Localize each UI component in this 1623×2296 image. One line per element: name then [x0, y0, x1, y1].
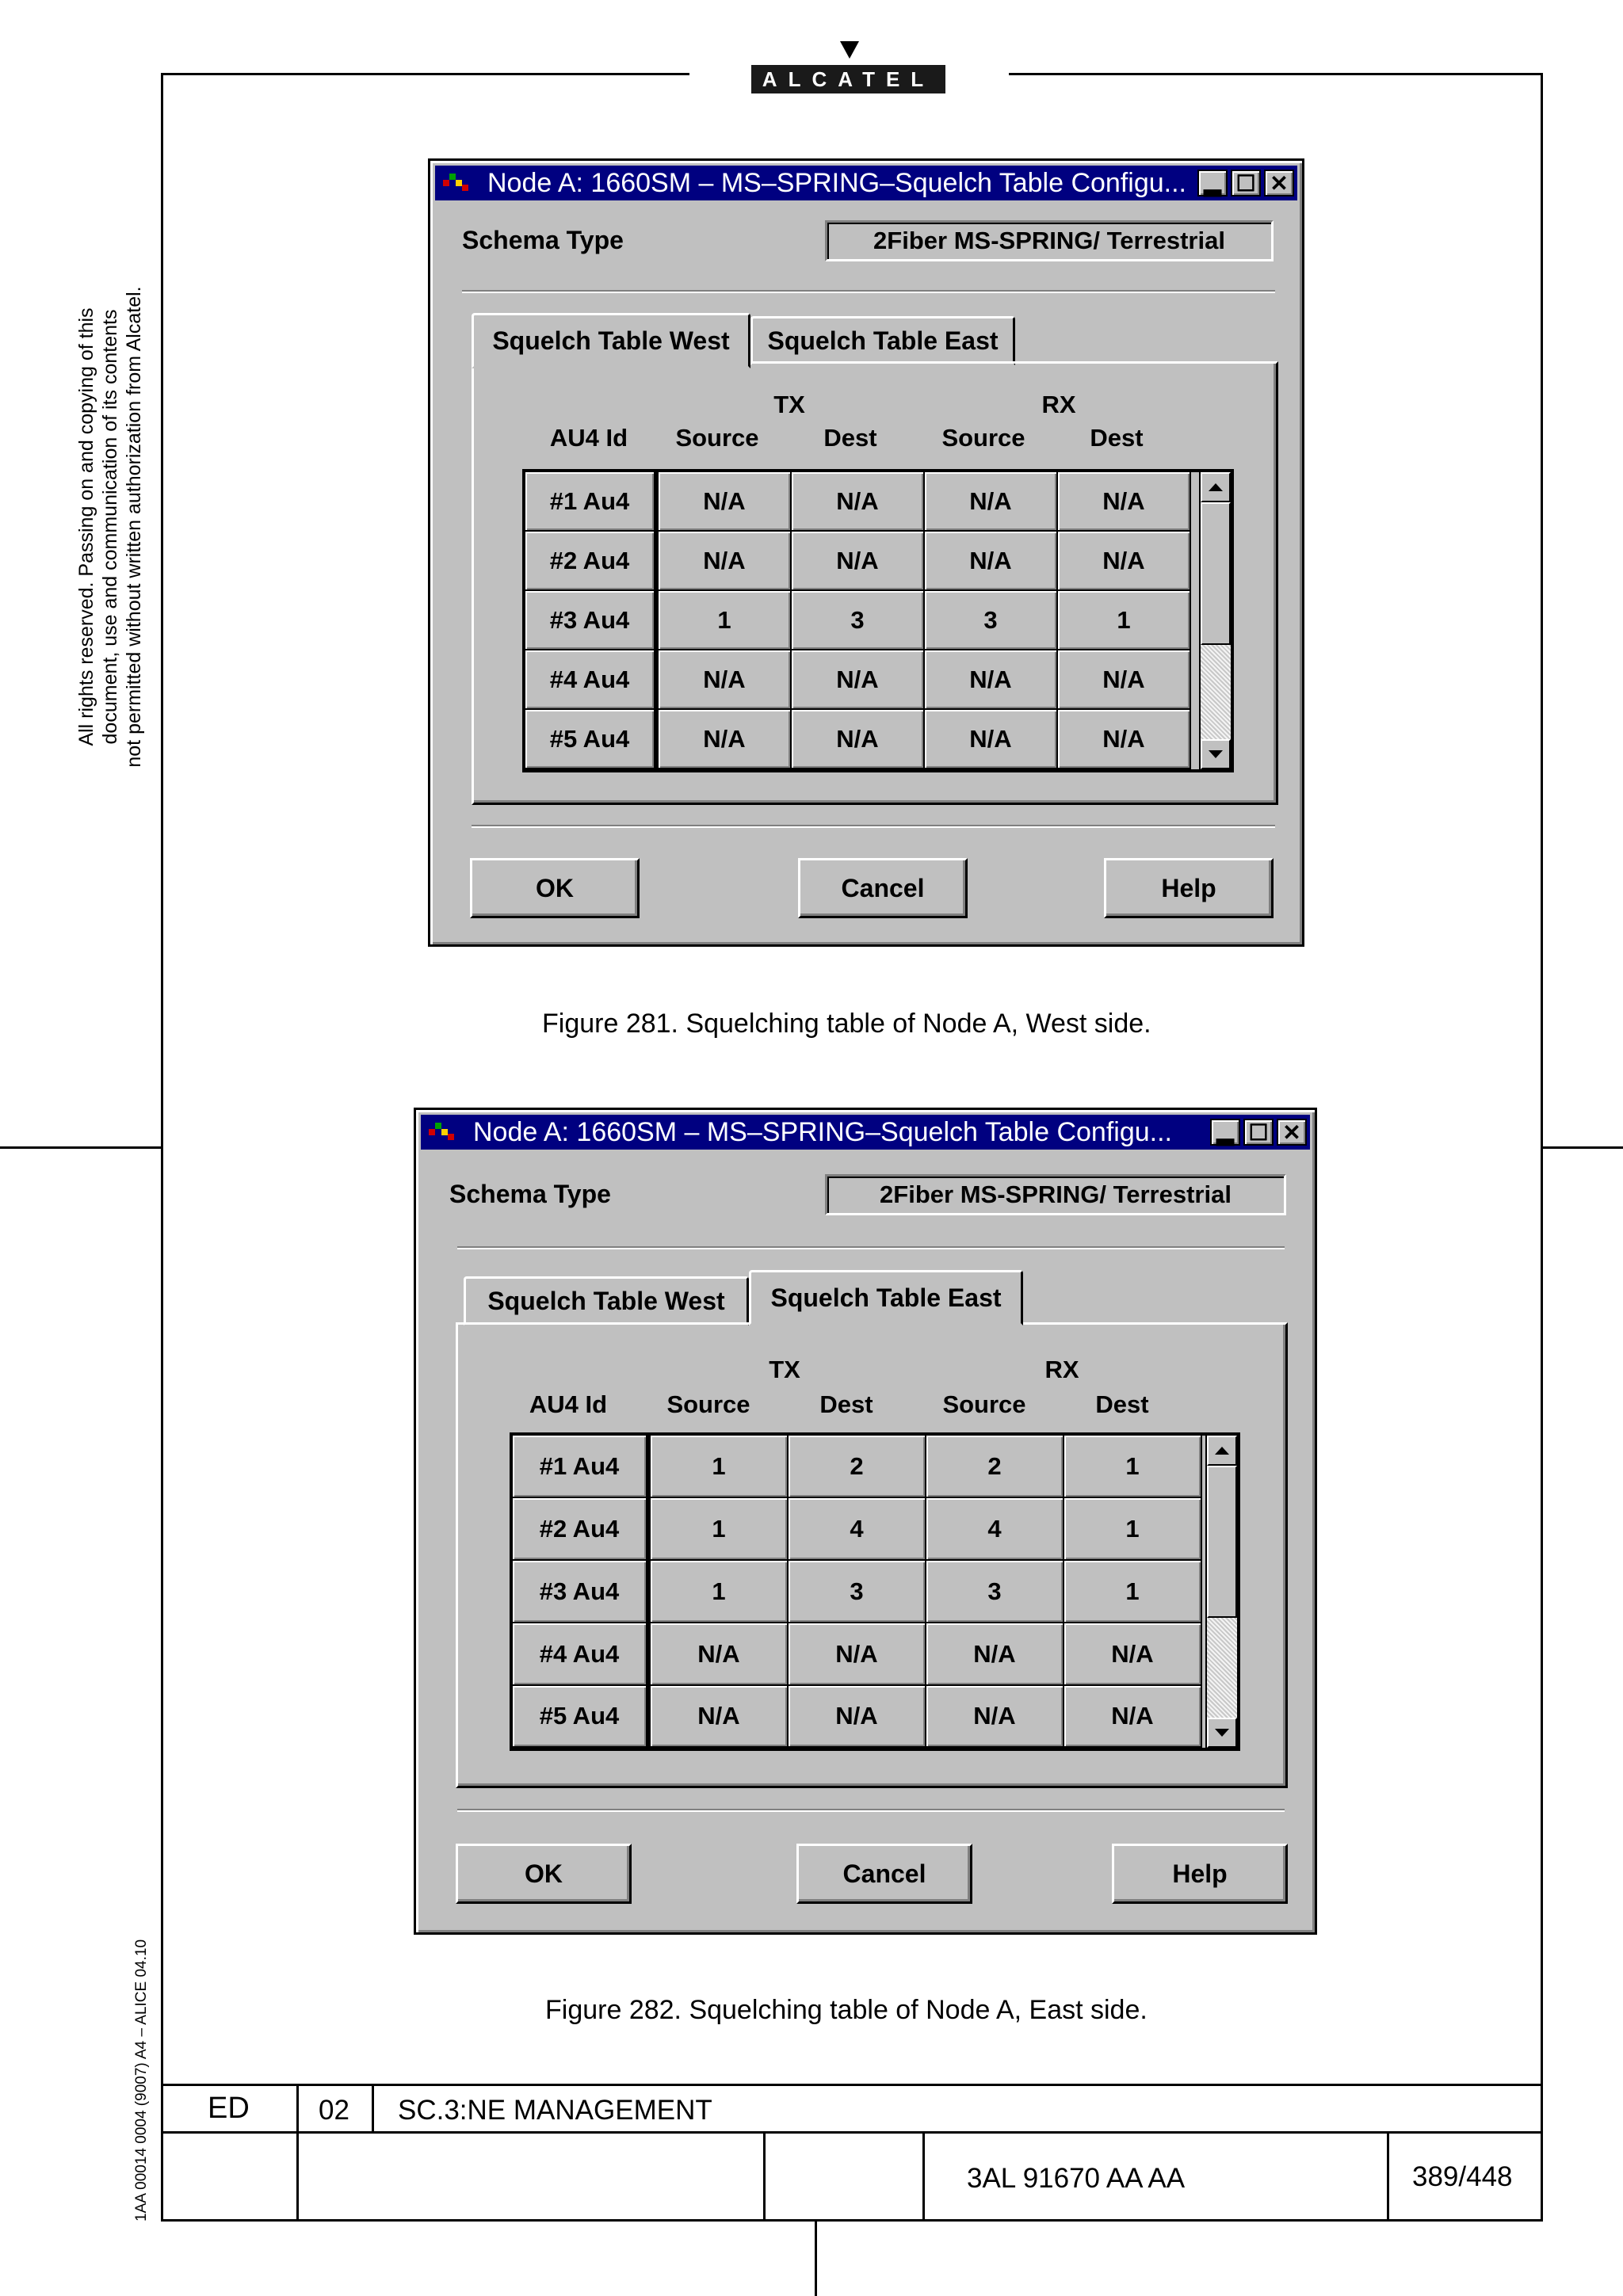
logo-triangle-icon: [840, 41, 859, 59]
tx-dest-cell[interactable]: N/A: [792, 472, 925, 532]
tab-squelch-table-east[interactable]: Squelch Table East: [749, 1270, 1023, 1325]
tx-dest-cell[interactable]: N/A: [789, 1686, 926, 1748]
maximize-button[interactable]: [1231, 170, 1261, 196]
rx-dest-cell[interactable]: N/A: [1058, 650, 1191, 710]
maximize-button[interactable]: [1243, 1119, 1274, 1146]
schema-type-field: 2Fiber MS-SPRING/ Terrestrial: [825, 1174, 1286, 1215]
tx-source-cell[interactable]: 1: [659, 591, 792, 650]
minimize-button[interactable]: [1197, 170, 1228, 196]
vertical-scrollbar[interactable]: [1199, 472, 1231, 769]
copyright-line: All rights reserved. Passing on and copying of this: [75, 307, 97, 746]
tx-source-cell[interactable]: 1: [651, 1561, 789, 1623]
squelch-table: [522, 469, 1234, 772]
tx-dest-cell[interactable]: 3: [792, 591, 925, 650]
rx-dest-cell[interactable]: N/A: [1058, 532, 1191, 591]
minimize-button[interactable]: [1210, 1119, 1240, 1146]
document-number: 3AL 91670 AA AA: [967, 2163, 1186, 2194]
column-header-rx-source: Source: [941, 424, 1025, 452]
rx-dest-cell[interactable]: N/A: [1058, 710, 1191, 769]
figure-caption: Figure 281. Squelching table of Node A, West side.: [542, 1009, 1151, 1039]
au4-id-cell: #3 Au4: [513, 1561, 651, 1623]
tx-source-cell[interactable]: N/A: [659, 710, 792, 769]
scroll-thumb[interactable]: [1207, 1466, 1237, 1618]
arrow-up-icon: [1209, 483, 1223, 491]
rx-dest-cell[interactable]: N/A: [1058, 472, 1191, 532]
column-header-au4-id: AU4 Id: [529, 1390, 608, 1418]
minimize-icon: ▂: [1216, 1119, 1234, 1145]
footer-divider: [296, 2084, 299, 2222]
rx-dest-cell[interactable]: N/A: [1064, 1623, 1202, 1686]
help-button[interactable]: Help: [1104, 858, 1274, 918]
dialog-window-west: [428, 158, 1304, 947]
scroll-up-button[interactable]: [1201, 472, 1231, 502]
copyright-line: not permitted without written authorization from Alcatel.: [123, 286, 145, 768]
squelch-table: [510, 1432, 1240, 1751]
au4-id-cell: #1 Au4: [525, 472, 659, 532]
tx-source-cell[interactable]: N/A: [651, 1686, 789, 1748]
scroll-down-button[interactable]: [1201, 739, 1231, 769]
arrow-down-icon: [1215, 1729, 1229, 1737]
tab-squelch-table-west[interactable]: Squelch Table West: [464, 1276, 749, 1325]
table-row[interactable]: [513, 1498, 1237, 1561]
section-title: SC.3:NE MANAGEMENT: [398, 2095, 712, 2126]
rx-source-cell[interactable]: N/A: [925, 710, 1058, 769]
minimize-icon: ▂: [1204, 170, 1221, 196]
tx-dest-cell[interactable]: N/A: [792, 650, 925, 710]
footer-divider: [922, 2131, 925, 2222]
tx-source-cell[interactable]: N/A: [659, 532, 792, 591]
au4-id-cell: #4 Au4: [513, 1623, 651, 1686]
close-button[interactable]: [1277, 1119, 1307, 1146]
figure-caption: Figure 282. Squelching table of Node A, East side.: [545, 1995, 1148, 2025]
frame-top-right: [1009, 73, 1543, 75]
footer-divider: [763, 2131, 766, 2222]
table-row[interactable]: [525, 650, 1231, 710]
tx-source-cell[interactable]: N/A: [651, 1623, 789, 1686]
edition-value: 02: [319, 2095, 349, 2126]
tx-dest-cell[interactable]: 3: [789, 1561, 926, 1623]
rx-source-cell[interactable]: N/A: [926, 1686, 1064, 1748]
close-button[interactable]: [1264, 170, 1294, 196]
separator: [457, 1809, 1285, 1812]
maximize-icon: ☐: [1248, 1119, 1269, 1145]
rx-source-cell[interactable]: N/A: [925, 532, 1058, 591]
window-title: Node A: 1660SM – MS–SPRING–Squelch Table Configu...: [473, 1116, 1172, 1147]
vertical-scrollbar[interactable]: [1205, 1436, 1237, 1748]
rx-group-header: RX: [1044, 1356, 1079, 1383]
au4-id-cell: #2 Au4: [525, 532, 659, 591]
rx-source-cell[interactable]: 3: [925, 591, 1058, 650]
rx-source-cell[interactable]: N/A: [925, 650, 1058, 710]
doc-code: 1AA 00014 0004 (9007) A4 – ALICE 04.10: [133, 1939, 150, 2222]
schema-type-label: Schema Type: [449, 1180, 611, 1208]
tx-dest-cell[interactable]: N/A: [792, 532, 925, 591]
fold-mark-left: [0, 1146, 161, 1149]
window-title: Node A: 1660SM – MS–SPRING–Squelch Table Configu...: [487, 167, 1186, 198]
tx-dest-cell[interactable]: N/A: [792, 710, 925, 769]
copyright-line: document, use and communication of its contents: [99, 309, 121, 745]
footer-line-bottom: [161, 2219, 1543, 2222]
arrow-down-icon: [1209, 750, 1223, 758]
au4-id-cell: #5 Au4: [525, 710, 659, 769]
rx-dest-cell[interactable]: N/A: [1064, 1686, 1202, 1748]
separator: [457, 1246, 1285, 1249]
frame-left: [161, 73, 163, 2222]
au4-id-cell: #5 Au4: [513, 1686, 651, 1748]
table-row[interactable]: [513, 1436, 1237, 1498]
scroll-down-button[interactable]: [1207, 1718, 1237, 1748]
rx-dest-cell[interactable]: 1: [1058, 591, 1191, 650]
tx-group-header: TX: [769, 1356, 800, 1383]
ok-button[interactable]: OK: [470, 858, 640, 918]
dialog-window-east: [414, 1108, 1317, 1935]
help-button[interactable]: Help: [1112, 1844, 1288, 1904]
column-header-au4-id: AU4 Id: [549, 424, 628, 452]
tx-dest-cell[interactable]: 2: [789, 1436, 926, 1498]
tx-source-cell[interactable]: 1: [651, 1498, 789, 1561]
edition-label: ED: [208, 2092, 250, 2125]
tx-dest-cell[interactable]: N/A: [789, 1623, 926, 1686]
tx-source-cell[interactable]: 1: [651, 1436, 789, 1498]
separator: [462, 290, 1275, 293]
au4-id-cell: #1 Au4: [513, 1436, 651, 1498]
tx-group-header: TX: [773, 391, 805, 418]
rx-source-cell[interactable]: 4: [926, 1498, 1064, 1561]
scroll-up-button[interactable]: [1207, 1436, 1237, 1466]
frame-top-left: [161, 73, 689, 75]
maximize-icon: ☐: [1235, 170, 1256, 196]
footer-line-mid: [161, 2131, 1543, 2134]
table-row[interactable]: [525, 532, 1231, 591]
column-header-rx-dest: Dest: [1095, 1390, 1149, 1418]
table-row[interactable]: [513, 1686, 1237, 1748]
separator: [472, 825, 1275, 828]
app-icon: [429, 1123, 454, 1142]
column-header-tx-dest: Dest: [819, 1390, 873, 1418]
ok-button[interactable]: OK: [456, 1844, 632, 1904]
tab-squelch-table-east[interactable]: Squelch Table East: [750, 316, 1015, 365]
table-row[interactable]: [525, 710, 1231, 769]
rx-source-cell[interactable]: N/A: [925, 472, 1058, 532]
scroll-thumb[interactable]: [1201, 502, 1231, 645]
tx-dest-cell[interactable]: 4: [789, 1498, 926, 1561]
title-bar[interactable]: [435, 166, 1297, 200]
footer-tail: [815, 2222, 817, 2296]
close-icon: ✕: [1270, 170, 1289, 196]
au4-id-cell: #3 Au4: [525, 591, 659, 650]
arrow-up-icon: [1215, 1447, 1229, 1455]
schema-type-label: Schema Type: [462, 226, 624, 254]
alcatel-logo: ALCATEL: [751, 65, 945, 93]
column-header-rx-dest: Dest: [1090, 424, 1144, 452]
rx-source-cell[interactable]: 3: [926, 1561, 1064, 1623]
app-icon: [443, 174, 468, 193]
rx-group-header: RX: [1041, 391, 1076, 418]
tx-source-cell[interactable]: N/A: [659, 650, 792, 710]
fold-mark-right: [1543, 1146, 1623, 1149]
au4-id-cell: #2 Au4: [513, 1498, 651, 1561]
tab-squelch-table-west[interactable]: Squelch Table West: [472, 313, 750, 368]
cancel-button[interactable]: Cancel: [796, 1844, 972, 1904]
rx-source-cell[interactable]: N/A: [926, 1623, 1064, 1686]
footer-divider: [1387, 2131, 1389, 2222]
close-icon: ✕: [1282, 1119, 1301, 1145]
tx-source-cell[interactable]: N/A: [659, 472, 792, 532]
column-header-rx-source: Source: [942, 1390, 1026, 1418]
column-header-tx-source: Source: [675, 424, 759, 452]
rx-dest-cell[interactable]: 1: [1064, 1498, 1202, 1561]
rx-dest-cell[interactable]: 1: [1064, 1561, 1202, 1623]
cancel-button[interactable]: Cancel: [798, 858, 968, 918]
copyright-notice: [74, 250, 146, 804]
page-number: 389/448: [1412, 2161, 1513, 2192]
footer-divider: [372, 2084, 374, 2131]
rx-dest-cell[interactable]: 1: [1064, 1436, 1202, 1498]
table-row[interactable]: [513, 1561, 1237, 1623]
table-row[interactable]: [525, 472, 1231, 532]
column-header-tx-source: Source: [666, 1390, 750, 1418]
table-row[interactable]: [513, 1623, 1237, 1686]
table-row[interactable]: [525, 591, 1231, 650]
rx-source-cell[interactable]: 2: [926, 1436, 1064, 1498]
column-header-tx-dest: Dest: [823, 424, 877, 452]
au4-id-cell: #4 Au4: [525, 650, 659, 710]
footer-line-top: [161, 2084, 1543, 2086]
title-bar[interactable]: [421, 1115, 1310, 1150]
schema-type-field: 2Fiber MS-SPRING/ Terrestrial: [825, 220, 1274, 261]
